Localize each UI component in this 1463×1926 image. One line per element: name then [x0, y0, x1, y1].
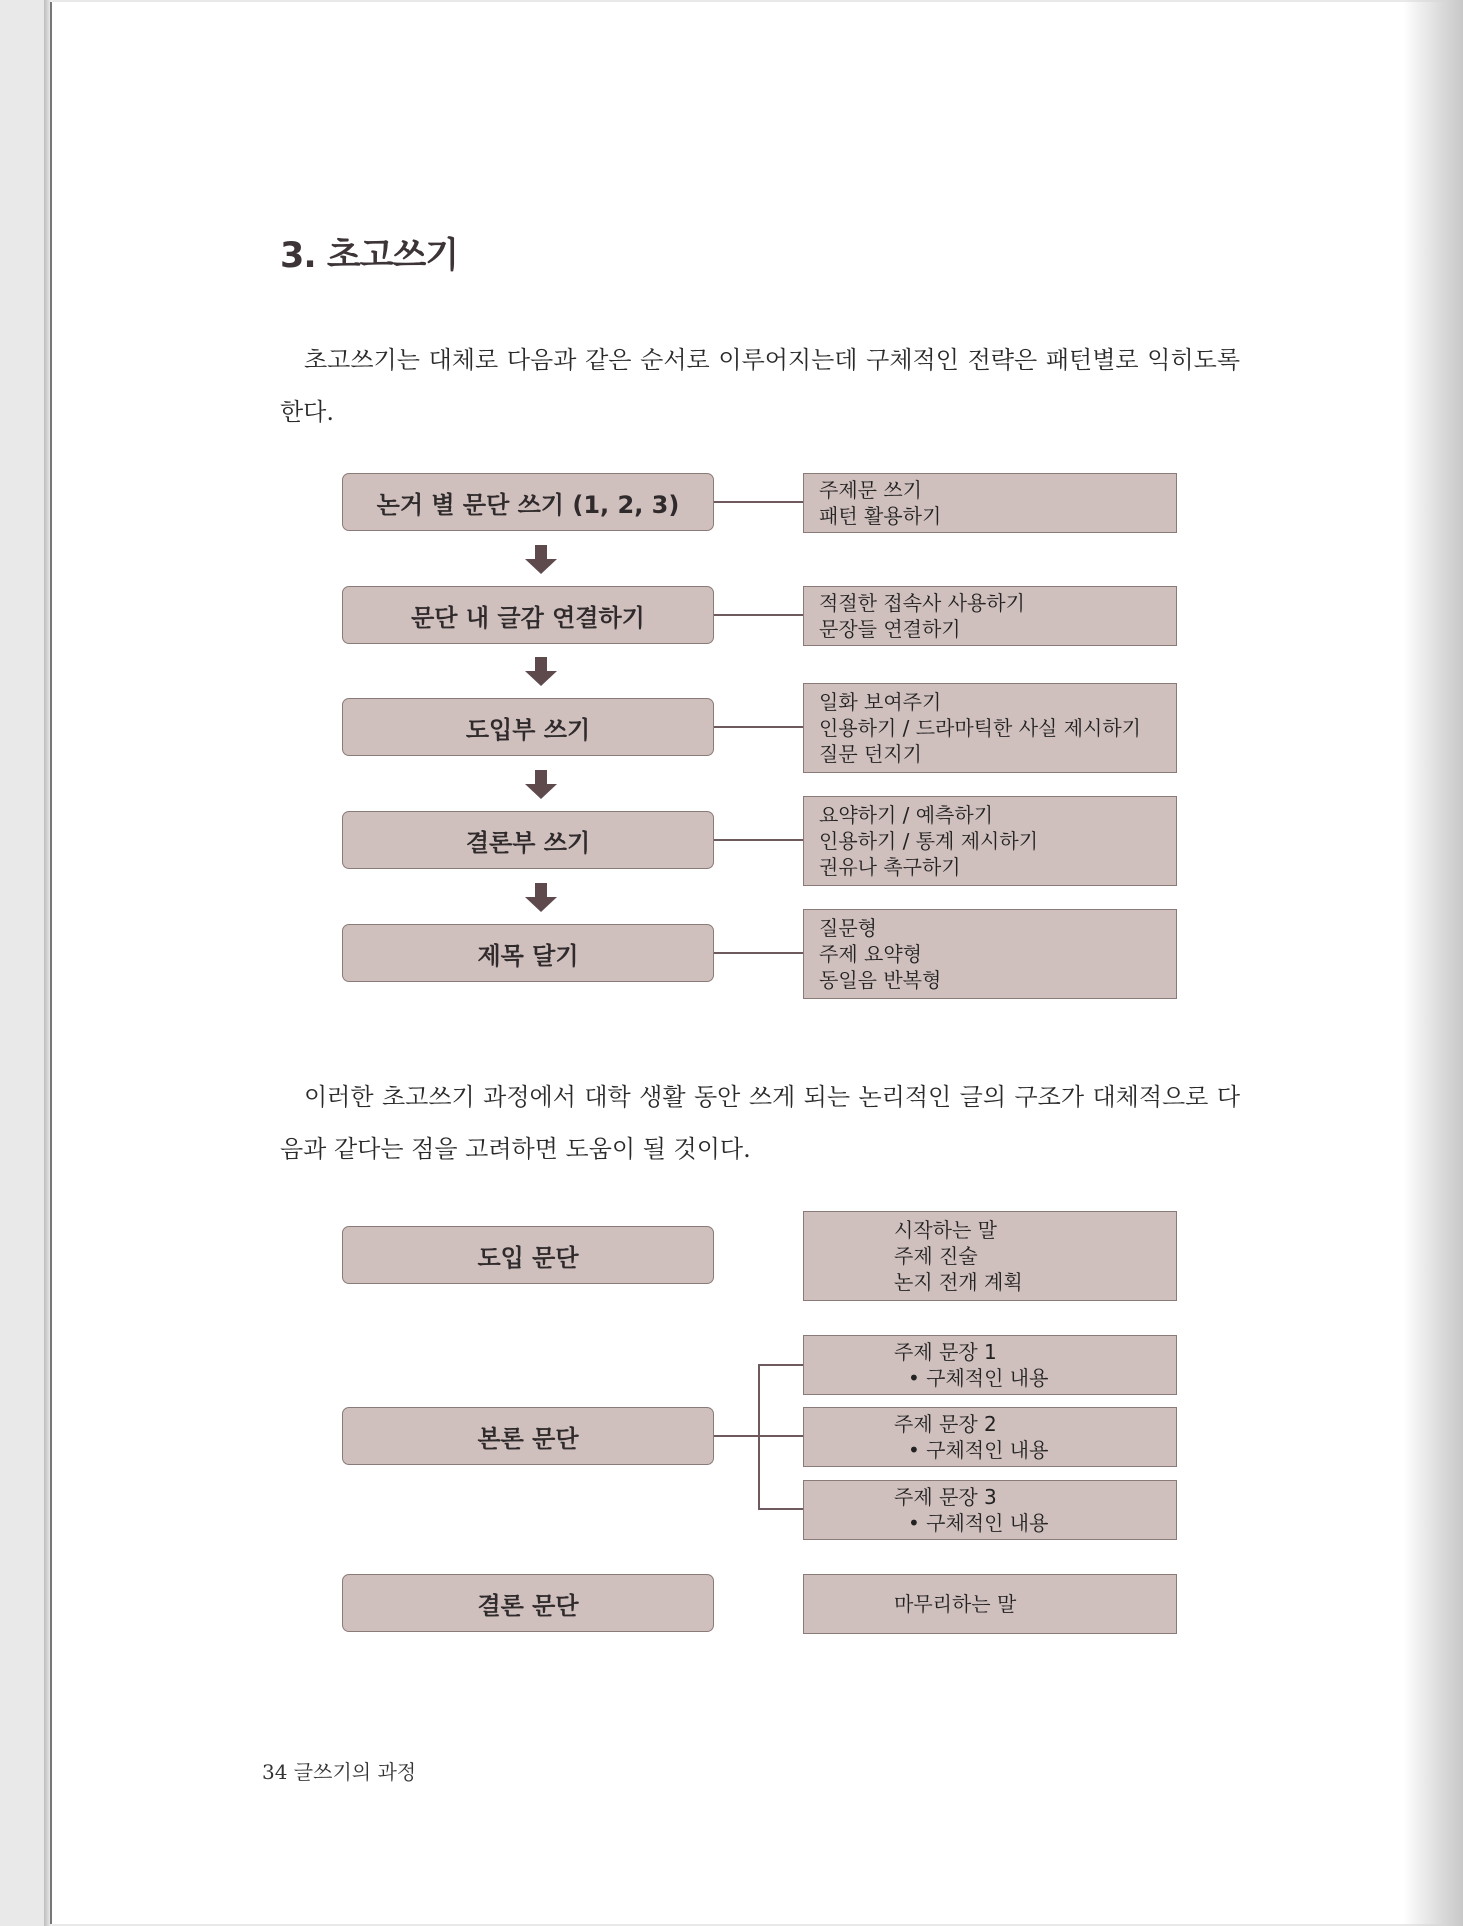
connector-line — [714, 1435, 760, 1437]
down-arrow-icon — [524, 545, 558, 575]
note-line: 주제 요약형 — [819, 942, 922, 966]
flow-notes-2 — [803, 586, 1177, 646]
flow-notes-4 — [803, 796, 1177, 886]
intro-paragraph: 초고쓰기는 대체로 다음과 같은 순서로 이루어지는데 구체적인 전략은 패턴별로 익히도록 한다. — [280, 346, 1240, 426]
topic-detail: • 구체적인 내용 — [908, 1366, 1049, 1390]
connector-line — [714, 726, 803, 728]
body-topic-2 — [803, 1407, 1177, 1467]
note-line: 주제 진술 — [894, 1244, 978, 1268]
body-topic-3 — [803, 1480, 1177, 1540]
down-arrow-icon — [524, 657, 558, 687]
flow-notes-1 — [803, 473, 1177, 533]
note-line: 논지 전개 계획 — [894, 1270, 1023, 1294]
book-page — [50, 2, 1463, 1924]
conclusion-notes — [803, 1574, 1177, 1634]
note-line: 요약하기 / 예측하기 — [819, 803, 994, 827]
note-line: 질문 던지기 — [819, 742, 922, 766]
body-topic-1 — [803, 1335, 1177, 1395]
connector-line — [758, 1364, 803, 1366]
flow-step-2: 문단 내 글감 연결하기 — [342, 586, 714, 644]
bracket-line — [758, 1364, 760, 1510]
flow-step-1: 논거 별 문단 쓰기 (1, 2, 3) — [342, 473, 714, 531]
note-line: 권유나 촉구하기 — [819, 855, 961, 879]
topic-title: 주제 문장 2 — [894, 1412, 997, 1436]
connector-line — [714, 614, 803, 616]
flow-step-4: 결론부 쓰기 — [342, 811, 714, 869]
note-line: 동일음 반복형 — [819, 968, 942, 992]
note-line: 문장들 연결하기 — [819, 617, 961, 641]
flow-notes-5 — [803, 909, 1177, 999]
note-line: 시작하는 말 — [894, 1218, 997, 1242]
body-paragraph-box: 본론 문단 — [342, 1407, 714, 1465]
section-heading: 3. 초고쓰기 — [280, 236, 459, 276]
note-line: 질문형 — [819, 916, 877, 940]
middle-paragraph: 이러한 초고쓰기 과정에서 대학 생활 동안 쓰게 되는 논리적인 글의 구조가 대체적으로 다음과 같다는 점을 고려하면 도움이 될 것이다. — [280, 1083, 1240, 1163]
topic-title: 주제 문장 3 — [894, 1485, 997, 1509]
page-gutter-shadow — [1403, 0, 1463, 1926]
connector-line — [714, 501, 803, 503]
page-footer: 34 글쓰기의 과정 — [262, 1760, 417, 1784]
note-line: 주제문 쓰기 — [819, 478, 922, 502]
topic-title: 주제 문장 1 — [894, 1340, 997, 1364]
down-arrow-icon — [524, 883, 558, 913]
connector-line — [758, 1508, 803, 1510]
flow-step-3: 도입부 쓰기 — [342, 698, 714, 756]
note-line: 적절한 접속사 사용하기 — [819, 591, 1025, 615]
note-line: 인용하기 / 통계 제시하기 — [819, 829, 1039, 853]
flow-notes-3 — [803, 683, 1177, 773]
conclusion-paragraph-box: 결론 문단 — [342, 1574, 714, 1632]
note-line: 일화 보여주기 — [819, 690, 942, 714]
intro-paragraph-box: 도입 문단 — [342, 1226, 714, 1284]
topic-detail: • 구체적인 내용 — [908, 1438, 1049, 1462]
note-line: 마무리하는 말 — [894, 1592, 1017, 1616]
connector-line — [758, 1435, 803, 1437]
note-line: 인용하기 / 드라마틱한 사실 제시하기 — [819, 716, 1141, 740]
down-arrow-icon — [524, 770, 558, 800]
flow-step-5: 제목 달기 — [342, 924, 714, 982]
connector-line — [714, 839, 803, 841]
intro-notes — [803, 1211, 1177, 1301]
connector-line — [714, 952, 803, 954]
topic-detail: • 구체적인 내용 — [908, 1511, 1049, 1535]
note-line: 패턴 활용하기 — [819, 504, 942, 528]
